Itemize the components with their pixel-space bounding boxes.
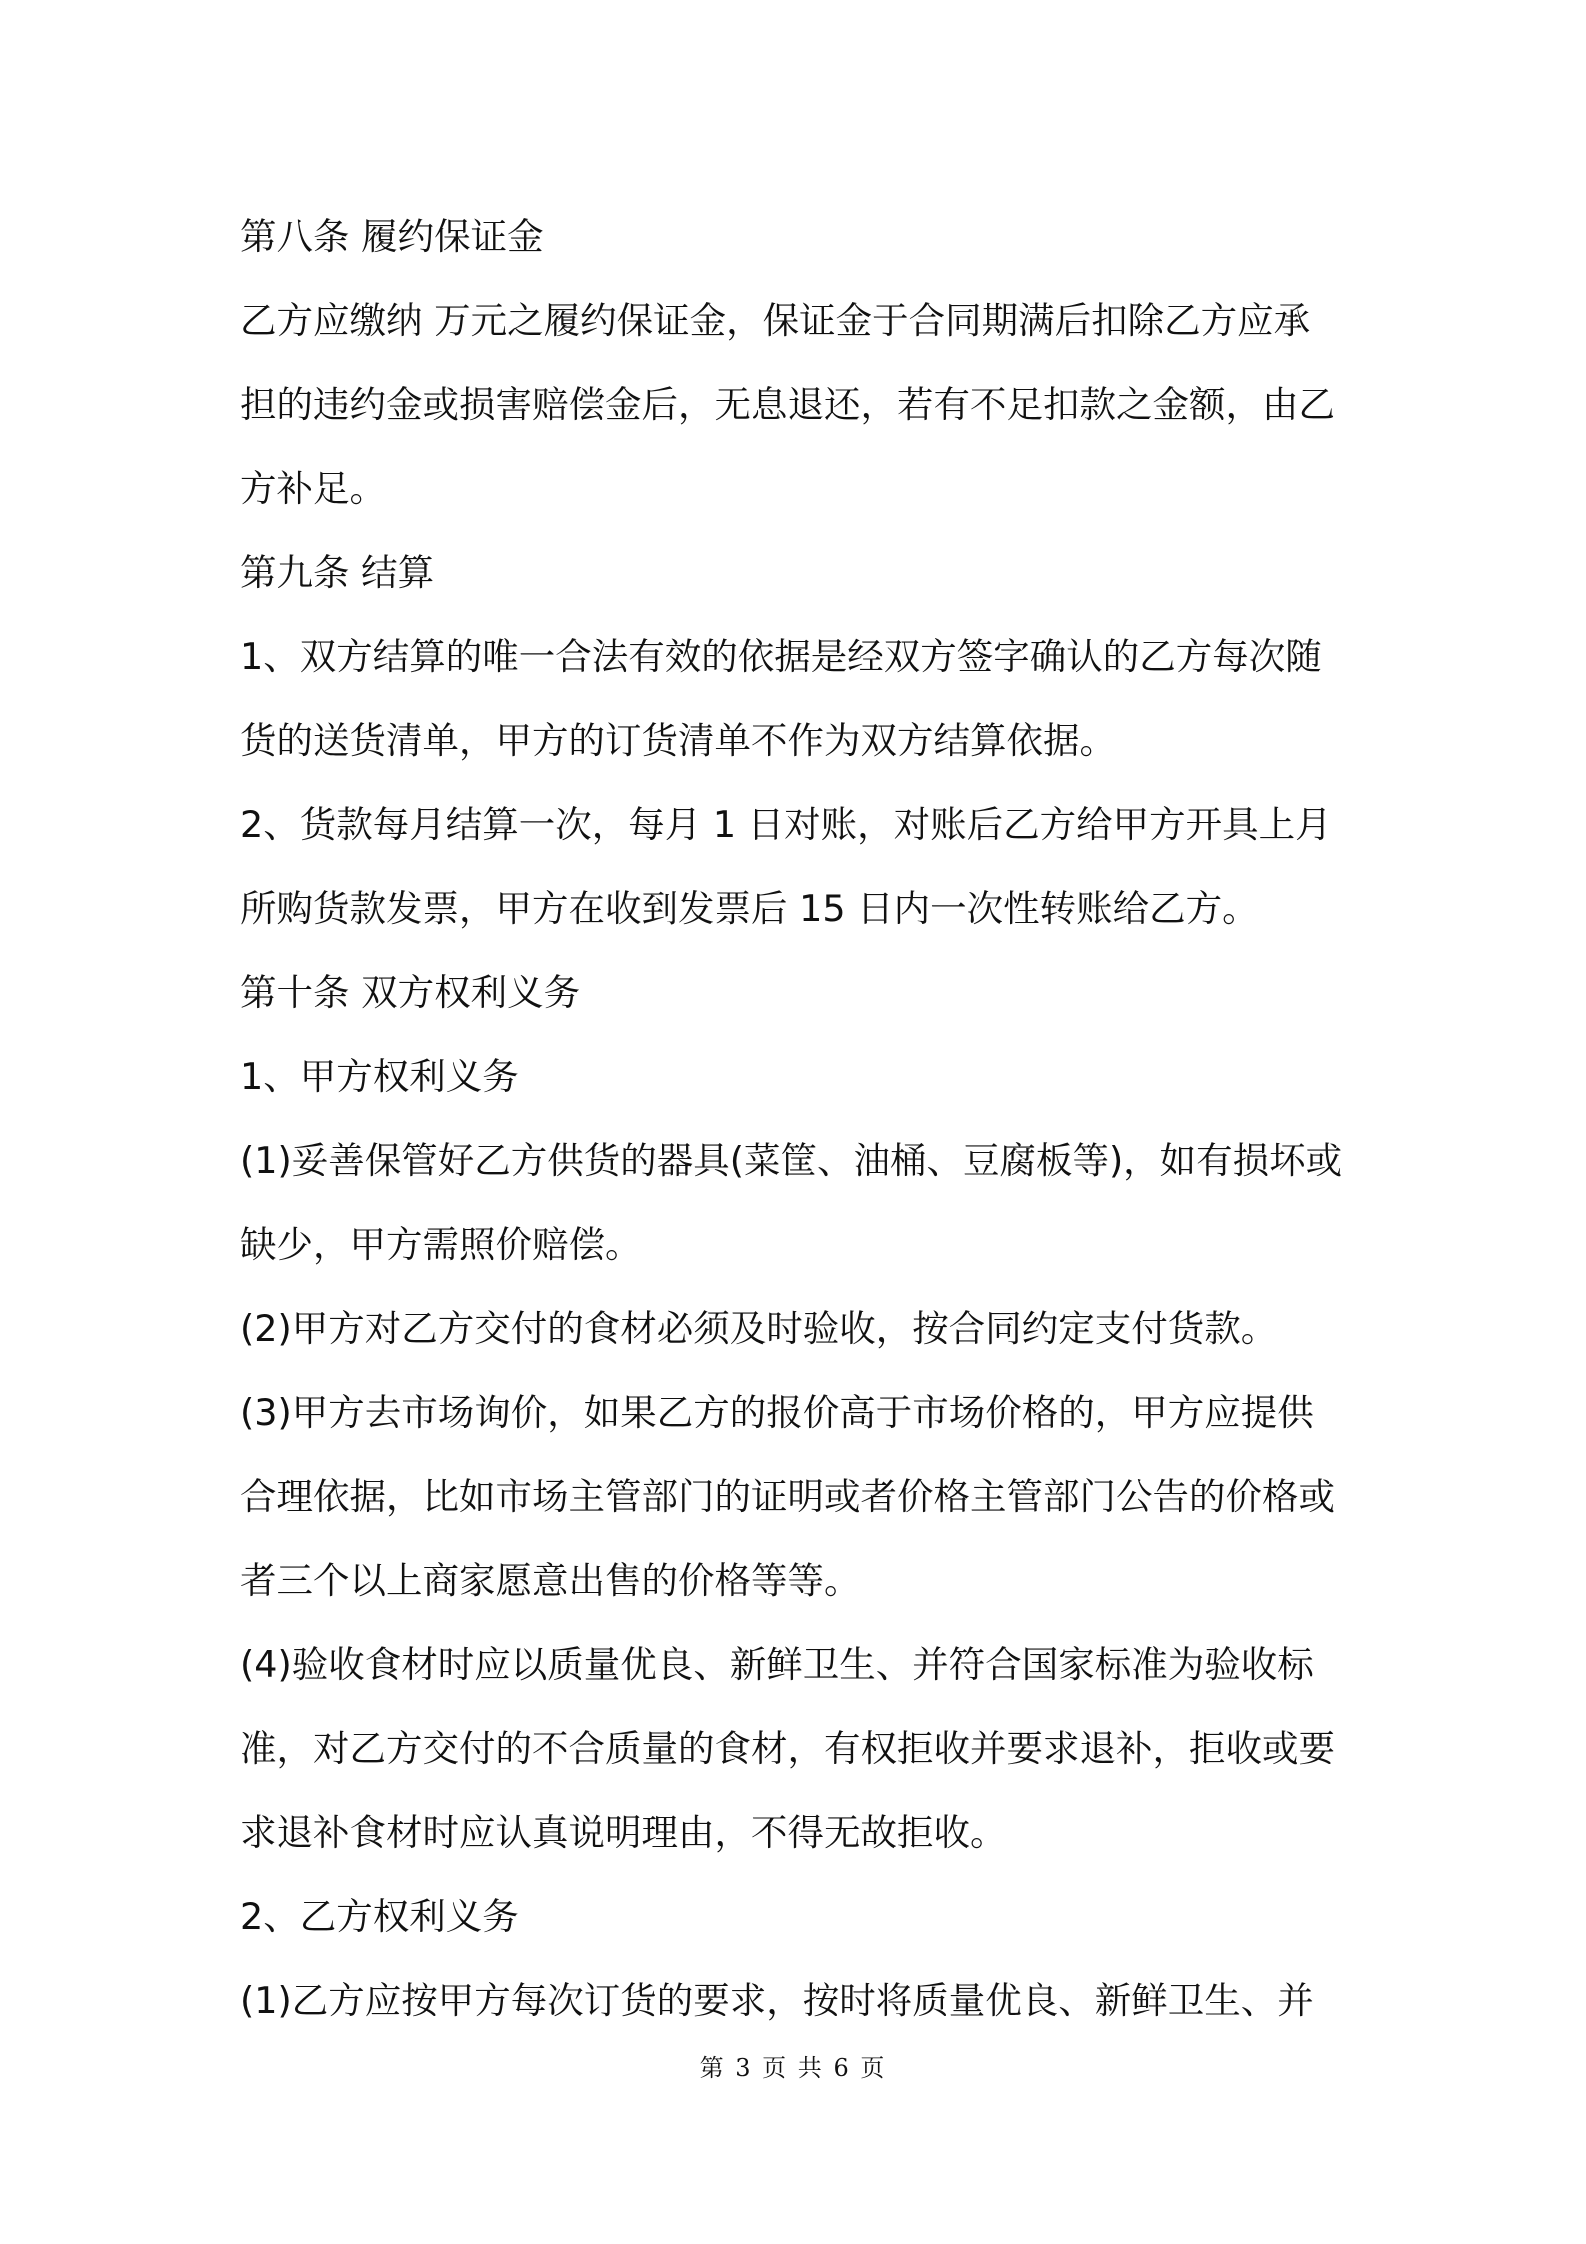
paragraph-line: 1、双方结算的唯一合法有效的依据是经双方签字确认的乙方每次随 xyxy=(240,635,1322,678)
paragraph-line: (1)妥善保管好乙方供货的器具(菜筐、油桶、豆腐板等)，如有损坏或 xyxy=(240,1139,1343,1182)
paragraph-line: 者三个以上商家愿意出售的价格等等。 xyxy=(240,1559,861,1602)
paragraph-line: 所购货款发票，甲方在收到发票后 15 日内一次性转账给乙方。 xyxy=(240,887,1259,930)
paragraph-line: 缺少，甲方需照价赔偿。 xyxy=(240,1223,642,1266)
paragraph-line: 求退补食材时应认真说明理由，不得无故拒收。 xyxy=(240,1811,1007,1854)
paragraph-line: 货的送货清单，甲方的订货清单不作为双方结算依据。 xyxy=(240,719,1116,762)
section-heading-9: 第九条 结算 xyxy=(240,551,435,594)
paragraph-line: 准，对乙方交付的不合质量的食材，有权拒收并要求退补，拒收或要 xyxy=(240,1727,1335,1770)
paragraph-line: 合理依据，比如市场主管部门的证明或者价格主管部门公告的价格或 xyxy=(240,1475,1335,1518)
paragraph-line: (1)乙方应按甲方每次订货的要求，按时将质量优良、新鲜卫生、并 xyxy=(240,1979,1314,2022)
paragraph-line: 方补足。 xyxy=(240,467,386,510)
paragraph-line: 2、货款每月结算一次，每月 1 日对账，对账后乙方给甲方开具上月 xyxy=(240,803,1332,846)
document-body xyxy=(240,195,1360,2043)
section-heading-8: 第八条 履约保证金 xyxy=(240,215,544,258)
paragraph-line: (3)甲方去市场询价，如果乙方的报价高于市场价格的，甲方应提供 xyxy=(240,1391,1314,1434)
subsection-heading: 2、乙方权利义务 xyxy=(240,1895,519,1938)
paragraph-line: (2)甲方对乙方交付的食材必须及时验收，按合同约定支付货款。 xyxy=(240,1307,1278,1350)
paragraph-line: 担的违约金或损害赔偿金后，无息退还，若有不足扣款之金额，由乙 xyxy=(240,383,1335,426)
paragraph-line: (4)验收食材时应以质量优良、新鲜卫生、并符合国家标准为验收标 xyxy=(240,1643,1314,1686)
subsection-heading: 1、甲方权利义务 xyxy=(240,1055,519,1098)
paragraph-line: 乙方应缴纳 万元之履约保证金，保证金于合同期满后扣除乙方应承 xyxy=(240,299,1311,342)
section-heading-10: 第十条 双方权利义务 xyxy=(240,971,581,1014)
page-number-footer: 第 3 页 共 6 页 xyxy=(699,2054,887,2082)
